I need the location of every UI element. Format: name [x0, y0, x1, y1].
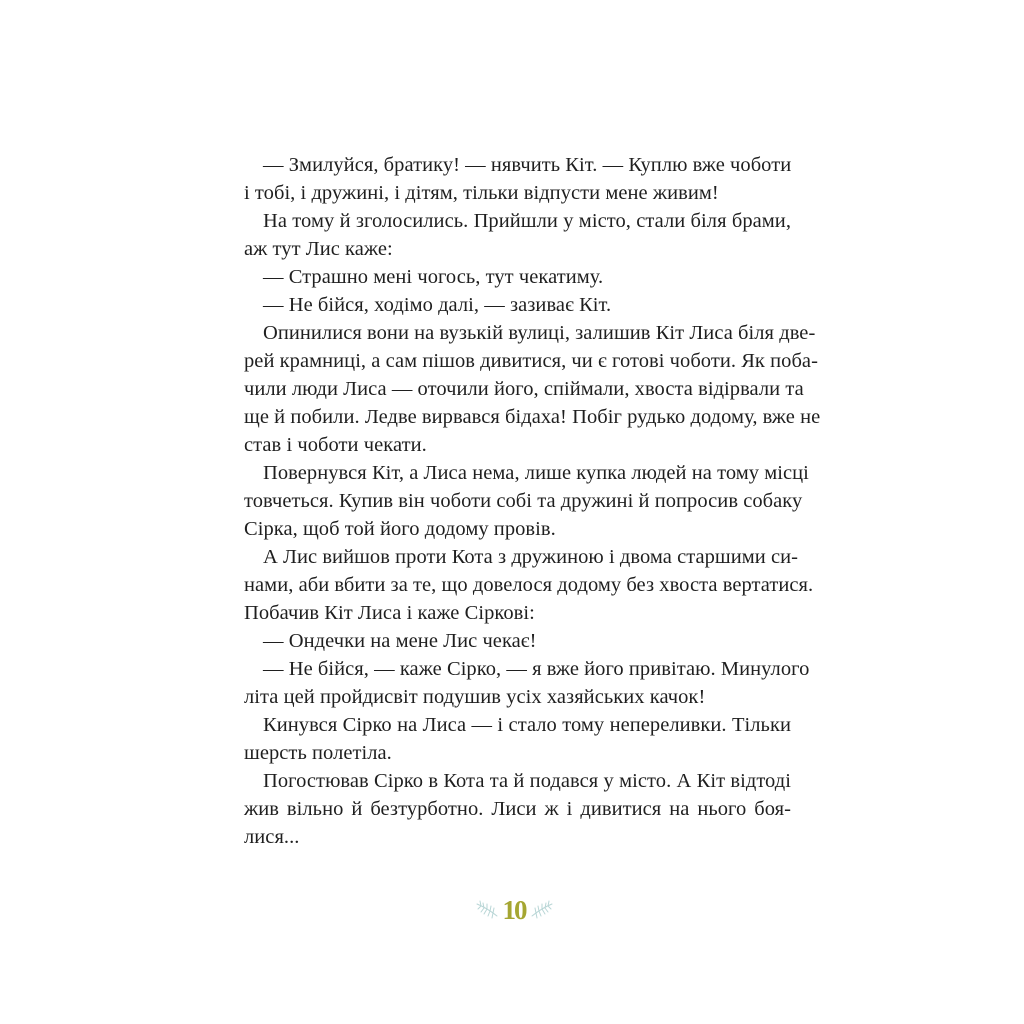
text-line: На тому й зголосились. Прийшли у місто, стали біля брами,: [263, 210, 791, 232]
text-line: Кинувся Сірко на Лиса — і стало тому непереливки. Тільки: [263, 714, 791, 736]
text-line: ще й побили. Ледве вирвався бідаха! Побіг рудько додому, вже не: [244, 406, 821, 428]
text-line: Сірка, щоб той його додому провів.: [244, 518, 556, 540]
text-line: — Змилуйся, братику! — нявчить Кіт. — Куплю вже чоботи: [263, 154, 792, 176]
text-line: літа цей пройдисвіт подушив усіх хазяйських качок!: [244, 686, 706, 708]
text-line: — Ондечки на мене Лис чекає!: [263, 630, 537, 652]
text-line: нами, аби вбити за те, що довелося додому без хвоста вертатися.: [244, 574, 814, 596]
text-line: аж тут Лис каже:: [244, 238, 393, 260]
page-number-folio: [472, 892, 556, 928]
text-line: жив вільно й безтурботно. Лиси ж і дивитися на нього боя-: [244, 798, 791, 820]
text-line: лися...: [244, 826, 300, 848]
text-line: — Не бійся, ходімо далі, — зазиває Кіт.: [263, 294, 612, 316]
feather-leaf-icon: [530, 900, 554, 920]
text-line: — Не бійся, — каже Сірко, — я вже його привітаю. Минулого: [263, 658, 810, 680]
text-line: Опинилися вони на вузькій вулиці, залишив Кіт Лиса біля две-: [263, 322, 816, 344]
text-line: рей крамниці, а сам пішов дивитися, чи є готові чоботи. Як поба-: [244, 350, 818, 372]
text-line: шерсть полетіла.: [244, 742, 392, 764]
page-body-text: [244, 151, 821, 851]
text-line: Повернувся Кіт, а Лиса нема, лише купка людей на тому місці: [263, 462, 809, 484]
feather-leaf-icon: [475, 900, 499, 920]
text-line: — Страшно мені чогось, тут чекатиму.: [263, 266, 604, 288]
text-line: А Лис вийшов проти Кота з дружиною і двома старшими си-: [263, 546, 799, 568]
text-line: чили люди Лиса — оточили його, спіймали, хвоста відірвали та: [244, 378, 804, 400]
text-line: Побачив Кіт Лиса і каже Сіркові:: [244, 602, 535, 624]
page-number: 10: [502, 895, 526, 925]
text-line: став і чоботи чекати.: [244, 434, 427, 456]
text-line: товчеться. Купив він чоботи собі та дружині й попросив собаку: [244, 490, 803, 512]
text-line: і тобі, і дружині, і дітям, тільки відпусти мене живим!: [244, 182, 719, 204]
text-line: Погостював Сірко в Кота та й подався у місто. А Кіт відтоді: [263, 770, 791, 792]
